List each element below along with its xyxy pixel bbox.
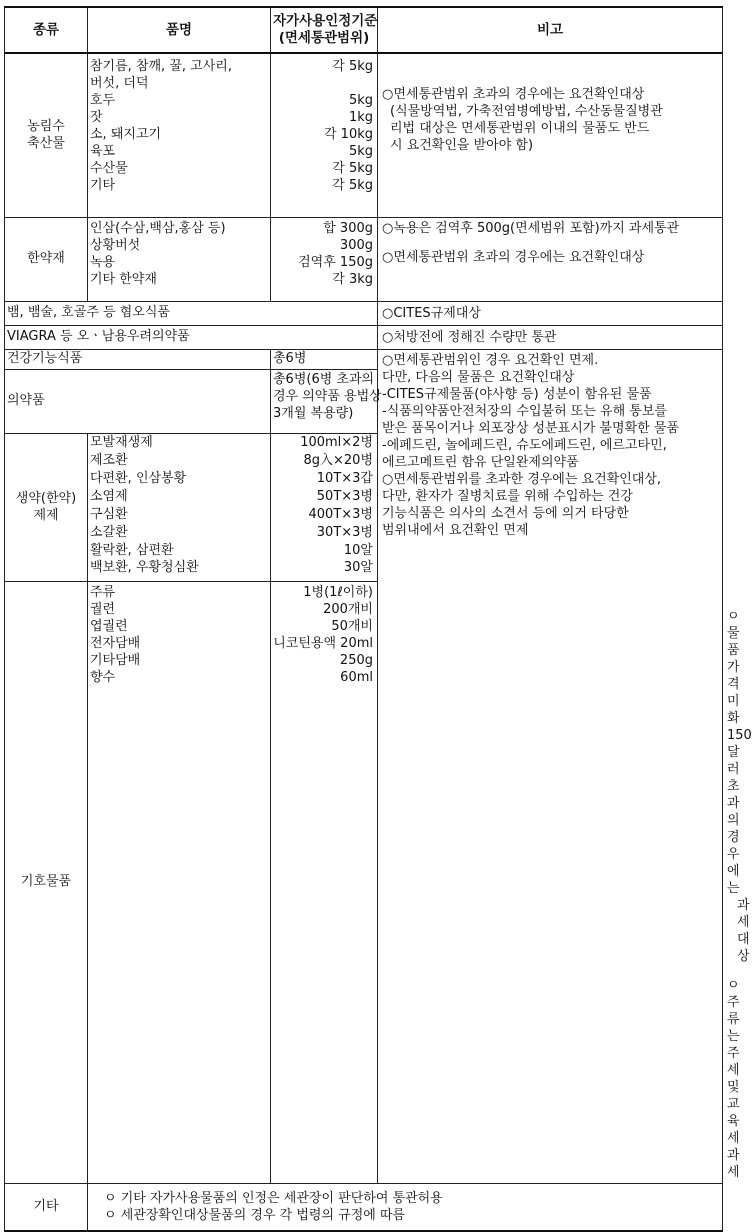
health-row <box>5 349 723 369</box>
limit-value: 250g <box>339 652 373 668</box>
header-remarks: 비고 <box>378 7 723 53</box>
exemption-table <box>4 6 752 1232</box>
remark-line: ○면세통관범위인 경우 요건확인 면제. <box>382 352 599 368</box>
list-item: 제조환 <box>90 452 128 468</box>
list-item: 구심환 <box>90 506 128 522</box>
limit-value: 50T×3병 <box>316 488 373 504</box>
limit-value: 200개비 <box>323 601 373 617</box>
list-item: 활락환, 삼편환 <box>90 542 174 558</box>
list-item: 버섯, 더덕 <box>90 76 149 91</box>
header-item: 품명 <box>88 7 271 53</box>
limit-value: 각 3kg <box>332 271 373 287</box>
remark-line: ○면세통관범위 초과의 경우에는 요건확인대상 <box>382 249 645 265</box>
remark-line: ○면세통관범위 초과의 경우에는 요건확인대상 <box>382 87 645 102</box>
limit-value: 각 10kg <box>323 127 373 142</box>
health-item: 건강기능식품 <box>5 349 271 369</box>
luxury-category: 기호물품 <box>5 581 88 1183</box>
list-item: 백보환, 우황청심환 <box>90 560 199 575</box>
remark-line: 범위내에서 요건확인 면제 <box>382 522 529 538</box>
pharma-limit <box>271 487 378 505</box>
remark-line: ○면세통관범위를 초과한 경우에는 요건확인대상, <box>382 471 662 487</box>
limit-value: 1병(1ℓ이하) <box>303 584 373 600</box>
header-limit-line2: (면세통관범위) <box>278 30 370 46</box>
list-item: 기타 한약재 <box>90 271 157 287</box>
header-limit-line1: 자가사용인정기준 <box>273 13 378 29</box>
header-row <box>5 7 723 53</box>
snake-item: 뱀, 뱀술, 호골주 등 혐오식품 <box>5 301 378 325</box>
other-row <box>5 1183 723 1231</box>
luxury-items <box>88 581 271 1183</box>
health-limit: 총6병 <box>271 349 378 369</box>
list-item: 호두 <box>90 93 116 108</box>
agri-row <box>5 53 723 217</box>
list-item: 수산물 <box>90 161 128 176</box>
limit-value: 50개비 <box>331 618 373 634</box>
remark-line: ㅇ 세관장확인대상물품의 경우 각 법령의 규정에 따름 <box>104 1207 406 1223</box>
remark-line: 과세대상 <box>737 897 750 964</box>
snake-row <box>5 301 723 325</box>
pharma-limit <box>271 559 378 581</box>
list-item: 육포 <box>90 144 116 159</box>
pharma-item <box>88 433 271 451</box>
other-category: 기타 <box>5 1183 88 1231</box>
list-item: 소갈환 <box>90 524 128 540</box>
pharma-limit <box>271 433 378 451</box>
list-item: 기타담배 <box>90 652 141 668</box>
remark-line: ㅇ 기타 자가사용물품의 인정은 세관장이 판단하여 통관허용 <box>104 1190 443 1206</box>
viagra-row <box>5 325 723 349</box>
herbal-row <box>5 217 723 301</box>
remark-line: 기능식품은 의사의 소견서 등에 의거 타당한 <box>382 505 629 521</box>
pharma-item <box>88 469 271 487</box>
list-item: 상황버섯 <box>90 237 141 253</box>
exemption-table-document <box>4 6 752 1223</box>
limit-value: 합 300g <box>323 220 373 236</box>
pharma-item <box>88 523 271 541</box>
limit-line: 총6병(6병 초과의 <box>273 371 375 387</box>
header-category: 종류 <box>5 7 88 53</box>
list-item: 잣 <box>90 110 103 125</box>
list-item: 모발재생제 <box>90 434 153 450</box>
remark-line: -식품의약품안전처장의 수입불허 또는 유해 통보를 <box>382 403 667 419</box>
pharma-item <box>88 451 271 469</box>
remark-line: 리법 대상은 면세통관범위 이내의 물품도 반드 <box>390 121 650 136</box>
medicine-item: 의약품 <box>5 369 271 433</box>
remark-line: 다만, 환자가 질병치료를 위해 수입하는 건강 <box>382 488 633 504</box>
other-remarks <box>88 1183 723 1231</box>
list-item: 참기름, 참깨, 꿀, 고사리, <box>90 59 232 74</box>
list-item: 궐련 <box>90 601 116 617</box>
herbal-items <box>88 217 271 301</box>
limit-value: 300g <box>339 237 373 253</box>
limit-value: 30알 <box>343 560 373 575</box>
remark-line: ○녹용은 검역후 500g(면세범위 포함)까지 과세통관 <box>382 220 680 236</box>
viagra-item: VIAGRA 등 오ㆍ남용우려의약품 <box>5 325 378 349</box>
snake-remark: ○CITES규제대상 <box>378 301 723 325</box>
pharma-limit <box>271 523 378 541</box>
luxury-limits <box>271 581 378 1183</box>
limit-value: 10T×3갑 <box>316 470 373 486</box>
limit-value: 60ml <box>340 669 373 685</box>
limit-value: 니코틴용액 20ml <box>273 635 373 651</box>
list-item: 엽궐련 <box>90 618 128 634</box>
limit-value: 검역후 150g <box>298 254 373 270</box>
list-item: 향수 <box>90 669 116 685</box>
remark-line: 다만, 다음의 물품은 요건확인대상 <box>382 369 575 385</box>
herbal-remarks <box>378 217 723 301</box>
agri-items <box>88 53 271 217</box>
medicine-limit <box>271 369 382 433</box>
agri-remarks <box>378 53 723 217</box>
pharma-item <box>88 487 271 505</box>
luxury-row: 기호물품 주류 궐련 엽궐련 전자담배 기타담배 향수 1병(1ℓ이하) 200개비 50개비 니코틴용액 20ml 250g 60ml ㅇ 물품가격 미화 150달러 초과의 경우에는 과세대상 ㅇ 주류는 주세 및 교육세 과세 <box>5 581 723 1183</box>
list-item: 녹용 <box>90 254 116 270</box>
pharma-item <box>88 541 271 559</box>
list-item: 인삼(수삼,백삼,홍삼 등) <box>90 220 226 236</box>
list-item: 소염제 <box>90 488 128 504</box>
limit-value: 30T×3병 <box>316 524 373 540</box>
remark-line: -CITES규제물품(야사향 등) 성분이 함유된 물품 <box>382 386 652 402</box>
limit-value: 10알 <box>343 542 373 558</box>
herbal-limits <box>271 217 378 301</box>
pharma-limit <box>271 541 378 559</box>
remark-line: (식물방역법, 가축전염병예방법, 수산동물질병관 <box>390 104 663 119</box>
header-limit <box>271 7 378 53</box>
herbal-category: 한약재 <box>5 217 88 301</box>
limit-line: 경우 의약품 용법상 <box>273 388 382 404</box>
agri-category-line2: 축산물 <box>27 136 65 152</box>
limit-value: 각 5kg <box>332 161 373 176</box>
list-item: 기타 <box>90 178 116 193</box>
medicine-remarks <box>378 349 723 1183</box>
pharma-limit <box>271 505 378 523</box>
remark-line: 에르고메트린 함유 단일완제의약품 <box>382 454 579 470</box>
agri-limits <box>271 53 378 217</box>
agri-category <box>5 53 88 217</box>
viagra-remark: ○처방전에 정해진 수량만 통관 <box>378 325 723 349</box>
remark-line: -에페드린, 놀에페드린, 슈도에페드린, 에르고타민, <box>382 437 667 453</box>
list-item: 주류 <box>90 584 116 600</box>
pharma-limit <box>271 451 378 469</box>
pharma-category-line2: 제제 <box>33 508 59 523</box>
list-item: 다편환, 인삼봉황 <box>90 470 187 486</box>
limit-value: 각 5kg <box>332 59 373 74</box>
remark-line: 받은 품목이거나 외포장상 성분표시가 불명확한 물품 <box>382 420 679 436</box>
pharma-category-line1: 생약(한약) <box>15 491 77 506</box>
limit-value: 5kg <box>348 144 373 159</box>
limit-value: 각 5kg <box>332 178 373 193</box>
limit-value: 8g入×20병 <box>303 452 373 468</box>
pharma-item <box>88 559 271 581</box>
limit-value <box>271 75 377 92</box>
limit-value: 1kg <box>348 110 373 125</box>
limit-line: 3개월 복용량) <box>273 405 354 421</box>
list-item: 전자담배 <box>90 635 141 651</box>
pharma-item <box>88 505 271 523</box>
limit-value: 100ml×2병 <box>300 434 373 450</box>
list-item: 소, 돼지고기 <box>90 127 162 142</box>
remark-line: 시 요건확인을 받아야 함) <box>390 138 534 153</box>
pharma-limit <box>271 469 378 487</box>
agri-category-line1: 농림수 <box>27 119 65 135</box>
limit-value: 400T×3병 <box>308 506 373 522</box>
limit-value: 5kg <box>348 93 373 108</box>
pharma-category <box>5 433 88 581</box>
